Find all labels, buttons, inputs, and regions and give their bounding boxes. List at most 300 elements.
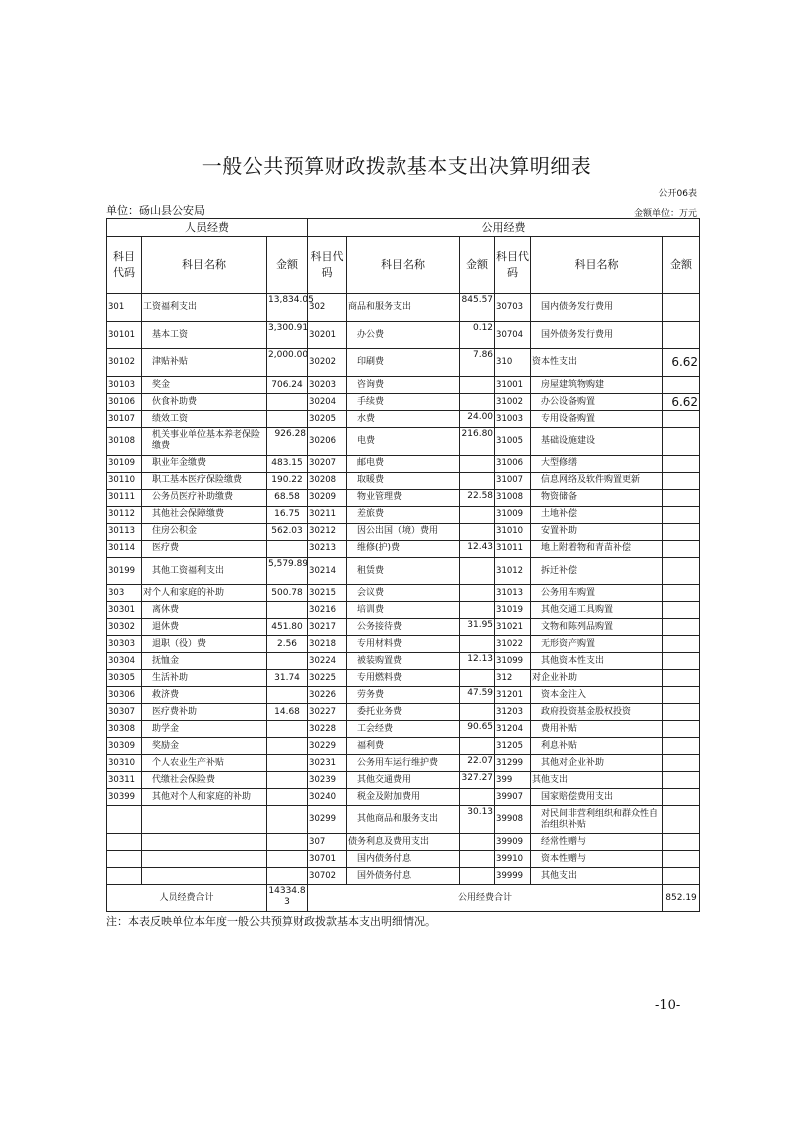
table-row <box>107 704 700 721</box>
row-name: 工资福利支出 <box>142 294 267 322</box>
row-code: 399 <box>495 772 531 789</box>
form-number: 公开06表 <box>658 189 697 199</box>
row-amount <box>460 455 495 472</box>
row-code: 31006 <box>495 455 531 472</box>
row-code: 31001 <box>495 377 531 394</box>
row-amount <box>460 585 495 602</box>
row-code: 30227 <box>308 704 347 721</box>
row-amount: 6.62 <box>663 394 700 411</box>
row-amount: 90.65 <box>460 721 495 738</box>
row-amount: 5,579.89 <box>267 557 308 585</box>
row-amount <box>663 755 700 772</box>
row-name: 个人农业生产补贴 <box>142 755 267 772</box>
row-code: 30202 <box>308 349 347 377</box>
expenditure-table <box>106 218 700 912</box>
row-amount: 926.28 <box>267 428 308 456</box>
row-amount <box>663 834 700 851</box>
table-row <box>107 377 700 394</box>
row-amount: 47.59 <box>460 687 495 704</box>
page-title: 一般公共预算财政拨款基本支出决算明细表 <box>201 154 592 178</box>
row-name: 职工基本医疗保险缴费 <box>142 472 267 489</box>
row-name: 公务员医疗补助缴费 <box>142 489 267 506</box>
row-name: 邮电费 <box>347 455 460 472</box>
row-code: 30702 <box>308 868 347 885</box>
row-name: 其他支出 <box>531 772 663 789</box>
row-code: 30226 <box>308 687 347 704</box>
table-row <box>107 394 700 411</box>
row-amount <box>663 653 700 670</box>
row-code: 31021 <box>495 619 531 636</box>
row-code: 31005 <box>495 428 531 456</box>
row-code: 30307 <box>107 704 142 721</box>
header-code: 科目代码 <box>107 237 142 294</box>
row-amount <box>267 411 308 428</box>
row-code <box>107 868 142 885</box>
table-row <box>107 772 700 789</box>
row-name: 水费 <box>347 411 460 428</box>
row-amount <box>663 868 700 885</box>
row-name: 房屋建筑物购建 <box>531 377 663 394</box>
row-amount <box>267 755 308 772</box>
row-name: 经常性赠与 <box>531 834 663 851</box>
section-public: 公用经费 <box>308 219 700 237</box>
row-amount <box>663 738 700 755</box>
row-name: 维修(护)费 <box>347 540 460 557</box>
row-code: 30225 <box>308 670 347 687</box>
row-amount <box>460 506 495 523</box>
row-code: 303 <box>107 585 142 602</box>
row-name: 咨询费 <box>347 377 460 394</box>
table-row <box>107 868 700 885</box>
row-name: 其他资本性支出 <box>531 653 663 670</box>
row-code: 30304 <box>107 653 142 670</box>
row-name: 国外债务发行费用 <box>531 321 663 349</box>
row-name: 奖金 <box>142 377 267 394</box>
row-amount <box>267 868 308 885</box>
row-name: 公务接待费 <box>347 619 460 636</box>
row-amount <box>663 806 700 834</box>
row-amount <box>663 619 700 636</box>
row-amount: 845.57 <box>460 294 495 322</box>
row-code: 30302 <box>107 619 142 636</box>
row-amount <box>663 585 700 602</box>
row-code: 31011 <box>495 540 531 557</box>
row-name: 离休费 <box>142 602 267 619</box>
row-name: 其他商品和服务支出 <box>347 806 460 834</box>
row-code: 31010 <box>495 523 531 540</box>
row-code: 30217 <box>308 619 347 636</box>
row-amount <box>663 687 700 704</box>
row-name: 奖励金 <box>142 738 267 755</box>
row-code: 30108 <box>107 428 142 456</box>
row-name: 文物和陈列品购置 <box>531 619 663 636</box>
row-amount: 562.03 <box>267 523 308 540</box>
row-code: 30299 <box>308 806 347 834</box>
row-amount <box>663 455 700 472</box>
row-amount <box>267 721 308 738</box>
row-name: 资本性赠与 <box>531 851 663 868</box>
row-code: 31008 <box>495 489 531 506</box>
row-code: 31099 <box>495 653 531 670</box>
row-code: 30303 <box>107 636 142 653</box>
row-code: 31007 <box>495 472 531 489</box>
row-name: 医疗费 <box>142 540 267 557</box>
row-code: 30207 <box>308 455 347 472</box>
row-code: 30110 <box>107 472 142 489</box>
row-name: 劳务费 <box>347 687 460 704</box>
row-amount <box>460 377 495 394</box>
row-code: 30209 <box>308 489 347 506</box>
row-name: 政府投资基金股权投资 <box>531 704 663 721</box>
row-amount <box>663 704 700 721</box>
row-name: 生活补助 <box>142 670 267 687</box>
row-amount <box>267 806 308 834</box>
row-amount <box>663 636 700 653</box>
row-amount: 6.62 <box>663 349 700 377</box>
row-amount <box>267 738 308 755</box>
row-name: 基本工资 <box>142 321 267 349</box>
row-name: 物资储备 <box>531 489 663 506</box>
header-amount: 金额 <box>663 237 700 294</box>
row-name: 专用材料费 <box>347 636 460 653</box>
row-amount <box>663 772 700 789</box>
row-amount <box>460 636 495 653</box>
row-amount: 13,834.05 <box>267 294 308 322</box>
row-code: 30239 <box>308 772 347 789</box>
row-code: 30206 <box>308 428 347 456</box>
row-amount <box>267 540 308 557</box>
row-amount <box>663 721 700 738</box>
table-row <box>107 557 700 585</box>
row-amount <box>460 834 495 851</box>
table-row <box>107 806 700 834</box>
row-name: 印刷费 <box>347 349 460 377</box>
row-code: 30205 <box>308 411 347 428</box>
row-name: 资本性支出 <box>531 349 663 377</box>
row-code: 39999 <box>495 868 531 885</box>
row-name: 对个人和家庭的补助 <box>142 585 267 602</box>
row-code: 39909 <box>495 834 531 851</box>
row-amount: 14.68 <box>267 704 308 721</box>
row-code: 31299 <box>495 755 531 772</box>
row-amount: 0.12 <box>460 321 495 349</box>
row-name: 对民间非营利组织和群众性自治组织补贴 <box>531 806 663 834</box>
row-name: 安置补助 <box>531 523 663 540</box>
row-name: 其他交通工具购置 <box>531 602 663 619</box>
row-amount <box>267 653 308 670</box>
table-row <box>107 349 700 377</box>
row-code: 312 <box>495 670 531 687</box>
row-code: 30214 <box>308 557 347 585</box>
row-code: 30111 <box>107 489 142 506</box>
row-name: 基础设施建设 <box>531 428 663 456</box>
table-row <box>107 472 700 489</box>
row-name: 绩效工资 <box>142 411 267 428</box>
row-name: 拆迁补偿 <box>531 557 663 585</box>
row-code: 30201 <box>308 321 347 349</box>
row-code: 30306 <box>107 687 142 704</box>
row-amount <box>460 670 495 687</box>
row-amount <box>663 602 700 619</box>
row-name: 其他社会保障缴费 <box>142 506 267 523</box>
row-code: 31013 <box>495 585 531 602</box>
row-name: 机关事业单位基本养老保险缴费 <box>142 428 267 456</box>
row-amount <box>267 394 308 411</box>
row-name: 因公出国（境）费用 <box>347 523 460 540</box>
row-amount <box>460 738 495 755</box>
row-code: 30240 <box>308 789 347 806</box>
row-amount <box>663 472 700 489</box>
header-name: 科目名称 <box>531 237 663 294</box>
row-amount <box>663 411 700 428</box>
row-amount <box>267 772 308 789</box>
row-amount <box>460 868 495 885</box>
row-name <box>142 868 267 885</box>
row-name: 抚恤金 <box>142 653 267 670</box>
row-amount <box>460 704 495 721</box>
row-amount <box>663 321 700 349</box>
row-code: 30211 <box>308 506 347 523</box>
row-name: 国内债务付息 <box>347 851 460 868</box>
row-code <box>107 834 142 851</box>
totals-row <box>107 885 700 912</box>
row-amount <box>663 294 700 322</box>
row-name: 差旅费 <box>347 506 460 523</box>
row-name: 租赁费 <box>347 557 460 585</box>
row-name: 退休费 <box>142 619 267 636</box>
row-amount <box>267 789 308 806</box>
row-code: 30208 <box>308 472 347 489</box>
table-row <box>107 789 700 806</box>
row-amount <box>663 540 700 557</box>
row-code: 30112 <box>107 506 142 523</box>
row-name: 其他支出 <box>531 868 663 885</box>
row-name: 公务用车运行维护费 <box>347 755 460 772</box>
row-code: 30224 <box>308 653 347 670</box>
row-amount: 31.74 <box>267 670 308 687</box>
row-amount: 500.78 <box>267 585 308 602</box>
row-amount <box>460 523 495 540</box>
reporting-unit: 单位：砀山县公安局 <box>106 204 205 217</box>
row-code <box>107 851 142 868</box>
row-name: 无形资产购置 <box>531 636 663 653</box>
row-name: 资本金注入 <box>531 687 663 704</box>
row-name: 土地补偿 <box>531 506 663 523</box>
table-row <box>107 428 700 456</box>
row-code: 30106 <box>107 394 142 411</box>
table-row <box>107 585 700 602</box>
row-amount <box>663 506 700 523</box>
row-code: 30231 <box>308 755 347 772</box>
row-name: 物业管理费 <box>347 489 460 506</box>
row-name: 其他对企业补助 <box>531 755 663 772</box>
row-name <box>142 834 267 851</box>
table-row <box>107 506 700 523</box>
row-code <box>107 806 142 834</box>
row-amount <box>663 789 700 806</box>
row-amount: 30.13 <box>460 806 495 834</box>
row-name: 工会经费 <box>347 721 460 738</box>
money-unit: 金额单位：万元 <box>633 209 697 219</box>
row-code: 31012 <box>495 557 531 585</box>
table-row <box>107 687 700 704</box>
row-amount: 68.58 <box>267 489 308 506</box>
row-amount: 706.24 <box>267 377 308 394</box>
row-name: 地上附着物和青苗补偿 <box>531 540 663 557</box>
row-amount <box>267 687 308 704</box>
row-name <box>142 851 267 868</box>
row-code: 30305 <box>107 670 142 687</box>
row-name: 会议费 <box>347 585 460 602</box>
row-name: 大型修缮 <box>531 455 663 472</box>
row-name: 专用燃料费 <box>347 670 460 687</box>
row-code: 30399 <box>107 789 142 806</box>
row-amount: 24.00 <box>460 411 495 428</box>
table-row <box>107 834 700 851</box>
row-code: 30203 <box>308 377 347 394</box>
row-name: 利息补贴 <box>531 738 663 755</box>
row-amount <box>663 377 700 394</box>
row-name: 助学金 <box>142 721 267 738</box>
table-row <box>107 653 700 670</box>
row-code: 30301 <box>107 602 142 619</box>
table-row <box>107 602 700 619</box>
row-amount <box>460 789 495 806</box>
header-amount: 金额 <box>460 237 495 294</box>
row-code: 30216 <box>308 602 347 619</box>
row-code: 30309 <box>107 738 142 755</box>
row-amount: 451.80 <box>267 619 308 636</box>
row-amount <box>663 523 700 540</box>
row-code: 31203 <box>495 704 531 721</box>
table-row <box>107 489 700 506</box>
table-row <box>107 670 700 687</box>
row-amount: 190.22 <box>267 472 308 489</box>
row-code: 30204 <box>308 394 347 411</box>
row-name: 医疗费补助 <box>142 704 267 721</box>
row-amount: 216.80 <box>460 428 495 456</box>
row-code: 31204 <box>495 721 531 738</box>
row-code: 30704 <box>495 321 531 349</box>
row-amount <box>460 394 495 411</box>
row-code: 30101 <box>107 321 142 349</box>
header-code: 科目代码 <box>308 237 347 294</box>
row-amount <box>663 670 700 687</box>
table-row <box>107 738 700 755</box>
header-name: 科目名称 <box>347 237 460 294</box>
row-name: 代缴社会保险费 <box>142 772 267 789</box>
row-name: 津贴补贴 <box>142 349 267 377</box>
row-name: 专用设备购置 <box>531 411 663 428</box>
row-code: 31009 <box>495 506 531 523</box>
row-code: 30109 <box>107 455 142 472</box>
personnel-total-label: 人员经费合计 <box>107 885 267 912</box>
row-name: 职业年金缴费 <box>142 455 267 472</box>
row-amount: 327.27 <box>460 772 495 789</box>
row-code: 30218 <box>308 636 347 653</box>
row-amount <box>663 489 700 506</box>
table-row <box>107 721 700 738</box>
header-amount: 金额 <box>267 237 308 294</box>
row-code: 301 <box>107 294 142 322</box>
table-row <box>107 755 700 772</box>
table-row <box>107 411 700 428</box>
row-amount <box>663 557 700 585</box>
row-name: 住房公积金 <box>142 523 267 540</box>
row-code: 30102 <box>107 349 142 377</box>
row-name: 商品和服务支出 <box>347 294 460 322</box>
row-amount: 22.58 <box>460 489 495 506</box>
table-row <box>107 851 700 868</box>
row-amount <box>460 557 495 585</box>
row-amount: 7.86 <box>460 349 495 377</box>
row-amount: 12.13 <box>460 653 495 670</box>
header-code: 科目代码 <box>495 237 531 294</box>
row-code: 310 <box>495 349 531 377</box>
row-amount <box>267 602 308 619</box>
row-code: 39907 <box>495 789 531 806</box>
table-row <box>107 523 700 540</box>
row-code: 30311 <box>107 772 142 789</box>
row-code: 39910 <box>495 851 531 868</box>
row-code: 30703 <box>495 294 531 322</box>
row-name: 国外债务付息 <box>347 868 460 885</box>
row-name: 债务利息及费用支出 <box>347 834 460 851</box>
public-total-amount: 852.19 <box>663 885 700 912</box>
row-amount <box>267 834 308 851</box>
row-code: 30228 <box>308 721 347 738</box>
row-name: 被装购置费 <box>347 653 460 670</box>
public-total-label: 公用经费合计 <box>308 885 663 912</box>
row-name: 国家赔偿费用支出 <box>531 789 663 806</box>
row-name: 国内债务发行费用 <box>531 294 663 322</box>
row-name: 其他交通费用 <box>347 772 460 789</box>
row-name: 税金及附加费用 <box>347 789 460 806</box>
row-code: 307 <box>308 834 347 851</box>
table-row <box>107 636 700 653</box>
row-code: 31003 <box>495 411 531 428</box>
row-name: 培训费 <box>347 602 460 619</box>
row-name: 救济费 <box>142 687 267 704</box>
row-amount: 483.15 <box>267 455 308 472</box>
row-amount: 22.07 <box>460 755 495 772</box>
row-name: 公务用车购置 <box>531 585 663 602</box>
row-code: 30213 <box>308 540 347 557</box>
row-code: 302 <box>308 294 347 322</box>
row-code: 30212 <box>308 523 347 540</box>
row-name: 委托业务费 <box>347 704 460 721</box>
table-row <box>107 540 700 557</box>
table-row <box>107 455 700 472</box>
row-code: 31205 <box>495 738 531 755</box>
row-name: 手续费 <box>347 394 460 411</box>
row-code: 31201 <box>495 687 531 704</box>
row-amount <box>460 602 495 619</box>
row-amount: 16.75 <box>267 506 308 523</box>
row-name: 电费 <box>347 428 460 456</box>
row-amount: 3,300.91 <box>267 321 308 349</box>
row-code: 30308 <box>107 721 142 738</box>
row-code: 39908 <box>495 806 531 834</box>
row-name: 对企业补助 <box>531 670 663 687</box>
row-amount: 2,000.00 <box>267 349 308 377</box>
row-code: 30310 <box>107 755 142 772</box>
section-personnel: 人员经费 <box>107 219 308 237</box>
row-amount <box>663 851 700 868</box>
row-amount: 31.95 <box>460 619 495 636</box>
row-name: 其他对个人和家庭的补助 <box>142 789 267 806</box>
header-name: 科目名称 <box>142 237 267 294</box>
